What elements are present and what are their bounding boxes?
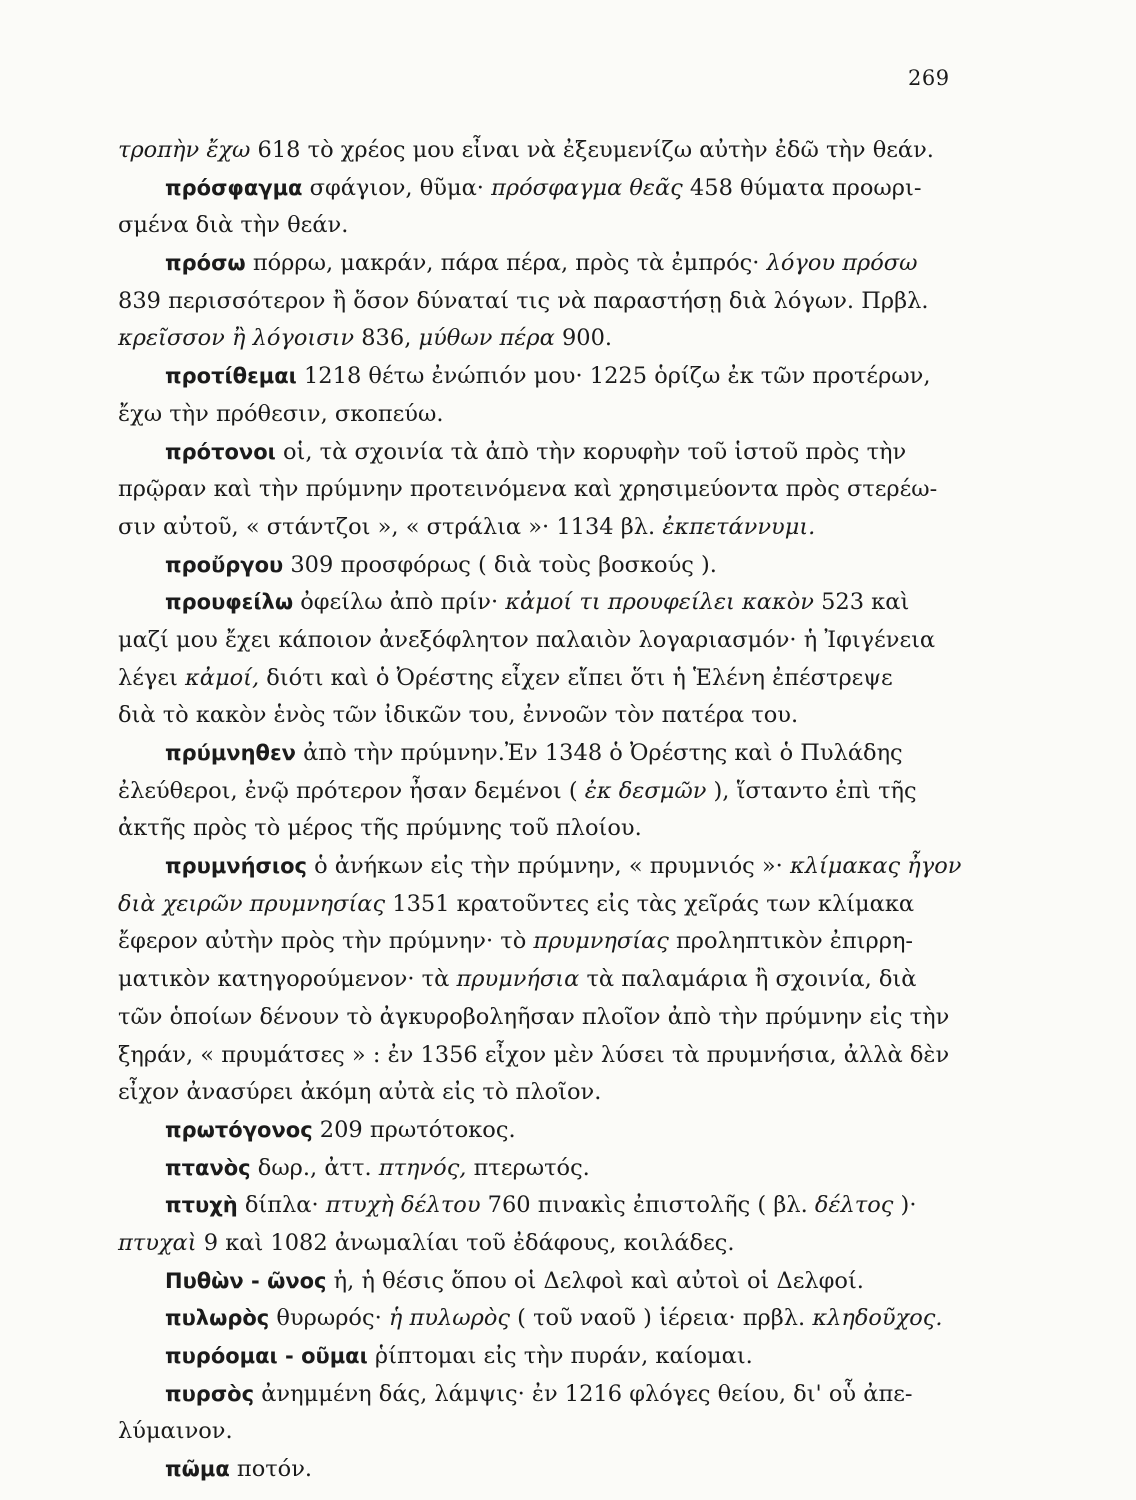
dictionary-text-block xyxy=(118,132,963,1489)
text-line xyxy=(118,1300,963,1338)
headword: πρύμνηθεν xyxy=(165,741,296,765)
italic-quote: κλίμακας ἦγον xyxy=(789,853,962,880)
text-line xyxy=(118,697,963,735)
text-segment: ἔχω τὴν πρόθεσιν, σκοπεύω. xyxy=(118,400,444,427)
text-line xyxy=(118,886,963,924)
headword: πυρόομαι - οῦμαι xyxy=(165,1344,368,1368)
text-segment: 1351 κρατοῦντες εἰς τὰς χεῖράς των κλίμακα xyxy=(385,890,915,917)
text-segment: θυρωρός· xyxy=(269,1305,389,1332)
headword: πτανὸς xyxy=(165,1155,251,1180)
text-segment: ἐλεύθεροι, ἐνῷ πρότερον ἦσαν δεμένοι ( xyxy=(118,777,585,804)
italic-quote: ἡ πυλωρὸς xyxy=(388,1305,510,1332)
text-segment: τῶν ὁποίων δένουν τὸ ἀγκυροβοληῆσαν πλοῖον ἀπὸ τὴν πρύμνην εἰς τὴν xyxy=(118,1003,950,1030)
text-segment: μαζί μου ἔχει κάποιον ἀνεξόφλητον παλαιὸν λογαριασμόν· ἡ Ἰφιγένεια xyxy=(118,626,936,653)
text-segment: σιν αὐτοῦ, « στάντζοι », « στράλια »· 1134 βλ. xyxy=(118,513,663,540)
text-line xyxy=(118,848,963,886)
text-line xyxy=(118,1338,963,1376)
text-segment: δωρ., ἀττ. xyxy=(250,1154,379,1181)
text-line xyxy=(118,1150,963,1188)
text-segment: ματικὸν κατηγορούμενον· τὰ xyxy=(118,966,457,993)
italic-quote: πρόσφαγμα θεᾶς xyxy=(491,174,683,201)
italic-quote: ἐκ δεσμῶν xyxy=(584,777,707,804)
headword: προὔργου xyxy=(165,552,284,577)
text-segment: ( τοῦ ναοῦ ) ἱέρεια· πρβλ. xyxy=(509,1305,813,1332)
text-segment: λύμαινον. xyxy=(118,1418,233,1445)
text-segment: 760 πινακὶς ἐπιστολῆς ( βλ. xyxy=(480,1192,815,1219)
text-line xyxy=(118,1263,963,1301)
headword: προυφείλω xyxy=(165,590,294,615)
text-segment: ἀπὸ τὴν πρύμνην.Ἐν 1348 ὁ Ὀρέστης καὶ ὁ Πυλάδης xyxy=(295,740,903,766)
text-line xyxy=(118,735,963,773)
text-line xyxy=(118,923,963,961)
text-line xyxy=(118,320,963,358)
text-segment: διότι καὶ ὁ Ὀρέστης εἶχεν εἴπει ὅτι ἡ Ἑλένη ἐπέστρεψε xyxy=(259,664,893,691)
text-line xyxy=(118,1376,963,1414)
text-segment: πτερωτός. xyxy=(466,1154,590,1181)
text-segment: ), ἵσταντο ἐπὶ τῆς xyxy=(706,777,917,804)
text-segment: ἔφερον αὐτὴν πρὸς τὴν πρύμνην· τὸ xyxy=(118,928,534,955)
headword: πτυχὴ xyxy=(165,1193,238,1218)
text-segment: 209 πρωτότοκος. xyxy=(312,1116,516,1143)
text-line xyxy=(118,1112,963,1150)
text-segment: 836, xyxy=(354,325,419,352)
text-segment: λέγει xyxy=(118,664,185,691)
text-segment: τὰ παλαμάρια ἢ σχοινία, διὰ xyxy=(579,966,917,993)
italic-quote: μύθων πέρα xyxy=(418,325,555,352)
headword: πρυμνήσιος xyxy=(165,854,307,879)
text-segment: σφάγιον, θῦμα· xyxy=(302,174,492,201)
page-number: 269 xyxy=(908,66,950,90)
text-segment: πρῷραν καὶ τὴν πρύμνην προτεινόμενα καὶ χρησιμεύοντα πρὸς στερέω- xyxy=(118,476,938,503)
italic-quote: δέλτος xyxy=(814,1192,894,1219)
italic-quote: κἀμοί, xyxy=(185,664,260,691)
italic-quote: ἐκπετάννυμι. xyxy=(662,513,816,540)
text-segment: 1218 θέτω ἐνώπιόν μου· 1225 ὁρίζω ἐκ τῶν προτέρων, xyxy=(296,363,931,390)
headword: πρωτόγονος xyxy=(165,1117,313,1142)
text-line xyxy=(118,132,963,170)
text-segment: ὁ ἀνήκων εἰς τὴν πρύμνην, « πρυμνιός »· xyxy=(306,853,790,880)
text-line xyxy=(118,660,963,698)
headword: πρότονοι xyxy=(165,439,276,464)
text-segment: προληπτικὸν ἐπιρρη- xyxy=(668,928,914,955)
text-segment: ποτόν. xyxy=(229,1456,313,1483)
italic-quote: κρεῖσσον ἢ λόγοισιν xyxy=(118,325,355,352)
headword: προτίθεμαι xyxy=(165,364,297,389)
text-segment: εἶχον ἀνασύρει ἀκόμη αὐτὰ εἰς τὸ πλοῖον. xyxy=(118,1079,602,1106)
text-line xyxy=(118,1074,963,1112)
text-line xyxy=(118,471,963,509)
text-segment: ὀφείλω ἀπὸ πρίν· xyxy=(293,589,506,616)
text-segment: ἀκτῆς πρὸς τὸ μέρος τῆς πρύμνης τοῦ πλοίου. xyxy=(118,815,642,842)
text-line xyxy=(118,999,963,1037)
text-segment: σμένα διὰ τὴν θεάν. xyxy=(118,212,349,239)
text-segment: οἱ, τὰ σχοινία τὰ ἀπὸ τὴν κορυφὴν τοῦ ἱστοῦ πρὸς τὴν xyxy=(275,438,907,465)
text-segment: ἡ, ἡ θέσις ὅπου οἱ Δελφοὶ καὶ αὐτοὶ οἱ Δελφοί. xyxy=(326,1267,864,1294)
text-segment: )· xyxy=(893,1192,917,1219)
italic-quote: κἀμοί τι προυφείλει κακὸν xyxy=(505,589,814,616)
text-segment: 458 θύματα προωρι- xyxy=(682,174,922,201)
text-line xyxy=(118,170,963,208)
italic-quote: πτηνός, xyxy=(378,1154,467,1181)
headword: πυρσὸς xyxy=(165,1381,255,1406)
text-line xyxy=(118,1187,963,1225)
text-line xyxy=(118,207,963,245)
italic-quote: τροπὴν ἔχω xyxy=(118,137,251,163)
headword: πρόσφαγμα xyxy=(165,175,303,200)
text-line xyxy=(118,810,963,848)
text-segment: 618 τὸ χρέος μου εἶναι νὰ ἐξευμενίζω αὐτὴν ἐδῶ τὴν θεάν. xyxy=(250,137,934,163)
text-segment: δίπλα· xyxy=(237,1192,326,1219)
text-line xyxy=(118,547,963,585)
text-segment: 839 περισσότερον ἢ ὅσον δύναταί τις νὰ παραστήσῃ διὰ λόγων. Πρβλ. xyxy=(118,287,929,314)
text-line xyxy=(118,961,963,999)
text-line xyxy=(118,1413,963,1451)
text-segment: πόρρω, μακράν, πάρα πέρα, πρὸς τὰ ἐμπρός· xyxy=(245,250,767,277)
text-line xyxy=(118,245,963,283)
headword: πῶμα xyxy=(165,1457,230,1482)
text-line xyxy=(118,434,963,472)
headword: πρόσω xyxy=(165,251,246,276)
text-line xyxy=(118,584,963,622)
italic-quote: πρυμνήσια xyxy=(456,966,580,993)
text-segment: διὰ τὸ κακὸν ἑνὸς τῶν ἰδικῶν του, ἐννοῶν τὸν πατέρα του. xyxy=(118,702,799,729)
italic-quote: πτυχὴ δέλτου xyxy=(325,1192,481,1219)
italic-quote: κληδοῦχος. xyxy=(812,1305,943,1332)
italic-quote: διὰ χειρῶν πρυμνησίας xyxy=(118,890,386,917)
text-segment: 309 προσφόρως ( διὰ τοὺς βοσκούς ). xyxy=(283,551,717,578)
text-segment: ξηράν, « πρυμάτσες » : ἐν 1356 εἶχον μὲν λύσει τὰ πρυμνήσια, ἀλλὰ δὲν xyxy=(118,1041,950,1068)
headword: Πυθὼν - ῶνος xyxy=(165,1268,327,1293)
text-line xyxy=(118,1451,963,1489)
italic-quote: πρυμνησίας xyxy=(533,928,669,955)
italic-quote: λόγου πρόσω xyxy=(766,250,918,277)
text-line xyxy=(118,283,963,321)
text-line xyxy=(118,1225,963,1263)
text-segment: 900. xyxy=(554,325,613,352)
text-segment: 9 καὶ 1082 ἀνωμαλίαι τοῦ ἐδάφους, κοιλάδες. xyxy=(196,1229,735,1256)
text-line xyxy=(118,509,963,547)
text-segment: ῥίπτομαι εἰς τὴν πυράν, καίομαι. xyxy=(367,1343,753,1369)
text-line xyxy=(118,622,963,660)
headword: πυλωρὸς xyxy=(165,1306,270,1331)
text-line xyxy=(118,396,963,434)
text-line xyxy=(118,773,963,811)
text-line xyxy=(118,358,963,396)
text-line xyxy=(118,1037,963,1075)
italic-quote: πτυχαὶ xyxy=(118,1229,197,1256)
text-segment: ἀνημμένη δάς, λάμψις· ἐν 1216 φλόγες θείου, δι' οὗ ἀπε- xyxy=(254,1380,913,1407)
text-segment: 523 καὶ xyxy=(813,589,910,616)
